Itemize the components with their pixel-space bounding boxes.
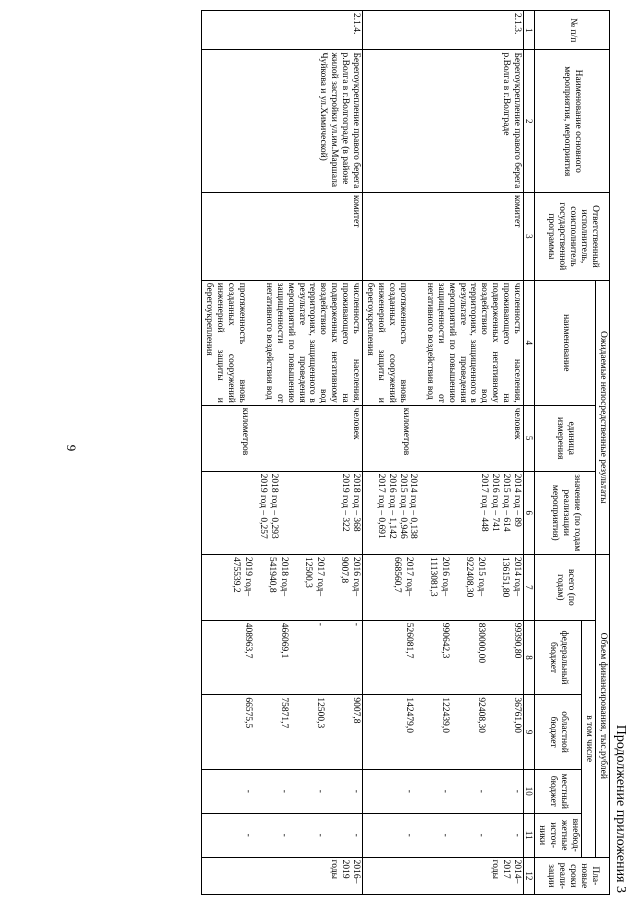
total-by-year-line: 2018 год– — [279, 556, 290, 597]
federal-budget-line — [498, 623, 510, 693]
implementation-terms: 2016–2019 годы — [202, 857, 363, 894]
rotated-page — [95, 10, 630, 895]
offbudget-sources — [202, 813, 363, 857]
implementation-terms: 2014–2017 годы — [363, 857, 524, 894]
regional-budget-line — [414, 697, 426, 767]
table-body — [202, 11, 524, 895]
total-by-year-line: 2014 год– — [512, 556, 523, 597]
local-budget-line: - — [279, 789, 290, 793]
local-budget-line: - — [512, 789, 523, 793]
measures-table — [201, 10, 610, 895]
local-budget-line — [265, 772, 277, 811]
local-budget-line — [426, 772, 438, 811]
offbudget-sources-line — [486, 816, 498, 855]
result-value: 2015 год – 0,946 — [397, 473, 408, 539]
header-results: Ожидаемые непосредственные результаты — [596, 280, 610, 554]
total-by-year-line: 12500,3 — [303, 556, 314, 588]
offbudget-sources-line: - — [279, 833, 290, 837]
regional-budget-line: 75871,7 — [279, 697, 290, 729]
offbudget-sources — [363, 813, 524, 857]
offbudget-sources-line — [253, 816, 265, 855]
offbudget-sources-line — [498, 816, 510, 855]
offbudget-sources-line — [265, 816, 277, 855]
regional-budget-line: 36761,00 — [512, 697, 523, 733]
offbudget-sources-line — [301, 816, 313, 855]
total-by-year-line: 2017 год– — [315, 556, 326, 597]
table-row — [202, 11, 363, 895]
page-number: 9 — [64, 444, 79, 452]
regional-budget-line: 9007,8 — [351, 697, 362, 724]
offbudget-sources-line: - — [315, 833, 326, 837]
offbudget-sources-line: - — [243, 833, 254, 837]
result-value: 2018 год – 0,293 — [269, 473, 280, 539]
regional-budget-line: 92408,30 — [476, 697, 487, 733]
regional-budget-line — [337, 697, 349, 767]
col-number: 1 — [524, 11, 535, 50]
result-name: численность населения, проживающего на подверженных негативному воздействию вод территориях, защищенного в результате проведения мероприятий по повышению защищенности от негативного воздействия вод — [263, 282, 362, 403]
local-budget-line: - — [404, 789, 415, 793]
result-value: 2017 год – 0,691 — [375, 473, 386, 539]
regional-budget — [363, 695, 524, 770]
result-names — [363, 280, 524, 405]
result-value: 2014 год – 89 — [512, 473, 523, 527]
offbudget-sources-line: - — [404, 833, 415, 837]
local-budget — [363, 769, 524, 813]
total-by-year-line: 2016 год– — [351, 556, 362, 597]
result-name: численность населения, проживающего на подверженных негативному воздействию вод территориях, защищенного в результате проведения мероприятий по повышению защищенности от негативного воздействия вод — [424, 282, 523, 403]
result-value-group — [478, 474, 522, 552]
offbudget-sources-line: - — [512, 833, 523, 837]
local-budget — [202, 769, 363, 813]
total-by-year — [202, 554, 363, 620]
table-row — [363, 11, 524, 895]
regional-budget-line: 66575,5 — [243, 697, 254, 729]
federal-budget-line: 990642,3 — [440, 622, 451, 659]
header-result-value: значение (по годам реализации мероприятия) — [535, 471, 596, 554]
total-by-year-line — [325, 557, 337, 618]
header-regional: областной бюджет — [535, 695, 582, 770]
result-names — [202, 280, 363, 405]
header-offbudget: внебюд-жетные источ-ники — [535, 813, 582, 857]
result-value: 2019 год – 0,257 — [258, 473, 269, 539]
result-value: 2019 год – 322 — [340, 473, 351, 532]
federal-budget — [363, 620, 524, 695]
local-budget-line: - — [351, 789, 362, 793]
regional-budget-line — [426, 697, 438, 767]
offbudget-sources-line: - — [351, 833, 362, 837]
result-units — [363, 405, 524, 471]
local-budget-line — [325, 772, 337, 811]
col-number: 5 — [524, 405, 535, 471]
regional-budget-line — [265, 697, 277, 767]
federal-budget-line: 526081,7 — [404, 622, 415, 659]
federal-budget-line — [289, 623, 301, 693]
regional-budget-line — [289, 697, 301, 767]
federal-budget-line: 466069,1 — [279, 622, 290, 659]
regional-budget-line — [325, 697, 337, 767]
total-by-year — [363, 554, 524, 620]
local-budget-line: - — [315, 789, 326, 793]
total-by-year-line: 475539,2 — [231, 556, 242, 593]
executor: комитет — [202, 193, 363, 281]
regional-budget-line — [498, 697, 510, 767]
header-total: всего (по годам) — [535, 554, 596, 620]
result-values — [202, 471, 363, 554]
federal-budget-line: - — [351, 622, 362, 626]
col-number: 3 — [524, 193, 535, 281]
local-budget-line — [301, 772, 313, 811]
header-financing: Объем финансирования, тыс.рублей — [596, 554, 610, 857]
total-by-year-line: 2017 год– — [404, 556, 415, 597]
federal-budget-line — [325, 623, 337, 693]
local-budget-line — [337, 772, 349, 811]
result-unit: километров — [401, 407, 412, 456]
col-number: 7 — [524, 554, 535, 620]
federal-budget-line: 99390,80 — [512, 622, 523, 659]
offbudget-sources-line — [426, 816, 438, 855]
result-unit: человек — [351, 407, 362, 440]
header-federal: федеральный бюджет — [535, 620, 582, 695]
col-number: 11 — [524, 813, 535, 857]
total-by-year-line — [414, 557, 426, 618]
federal-budget-line — [265, 623, 277, 693]
federal-budget-line — [253, 623, 265, 693]
result-units — [202, 405, 363, 471]
column-number-row — [524, 11, 535, 895]
col-number: 9 — [524, 695, 535, 770]
col-number: 12 — [524, 857, 535, 894]
local-budget-line — [289, 772, 301, 811]
regional-budget-line: 122439,0 — [440, 697, 451, 733]
header-result-name: наименование — [535, 280, 596, 405]
col-number: 2 — [524, 50, 535, 193]
executor: комитет — [363, 193, 524, 281]
measure-name: Берегоукрепление правого берега р.Волга в г.Волграде — [363, 50, 524, 193]
col-number: 8 — [524, 620, 535, 695]
col-number: 4 — [524, 280, 535, 405]
regional-budget-line — [486, 697, 498, 767]
local-budget-line — [498, 772, 510, 811]
result-value: 2016 год – 1,142 — [386, 473, 397, 539]
regional-budget — [202, 695, 363, 770]
federal-budget — [202, 620, 363, 695]
federal-budget-line — [426, 623, 438, 693]
col-number: 6 — [524, 471, 535, 554]
row-number: 2.1.3. — [363, 11, 524, 50]
result-value: 2015 год – 614 — [501, 473, 512, 532]
result-values — [363, 471, 524, 554]
federal-budget-line — [337, 623, 349, 693]
result-value-group — [257, 474, 279, 552]
appendix-title: Продолжение приложения 3 — [613, 724, 628, 893]
result-value: 2018 год – 368 — [351, 473, 362, 532]
local-budget-line — [486, 772, 498, 811]
result-value-group — [375, 474, 419, 552]
regional-budget-line — [253, 697, 265, 767]
regional-budget-line: 12500,3 — [315, 697, 326, 729]
header-executor: Ответственный исполнитель, соисполнитель государственной программы — [535, 193, 610, 281]
federal-budget-line — [414, 623, 426, 693]
header-terms: Пла-новые сроки реали-зации — [535, 857, 610, 894]
local-budget-line — [462, 772, 474, 811]
result-unit: человек — [512, 407, 523, 440]
result-name: протяженность вновь созданных сооружений инженерной защиты и берегоукрепления — [204, 282, 247, 403]
result-value: 2014 год – 0,138 — [408, 473, 419, 539]
offbudget-sources-line: - — [440, 833, 451, 837]
regional-budget-line — [450, 697, 462, 767]
local-budget-line — [414, 772, 426, 811]
result-unit: километров — [240, 407, 251, 456]
offbudget-sources-line — [289, 816, 301, 855]
federal-budget-line: 830000,00 — [476, 622, 487, 664]
row-number: 2.1.4. — [202, 11, 363, 50]
result-name: протяженность вновь созданных сооружений инженерной защиты и берегоукрепления — [365, 282, 408, 403]
federal-budget-line — [301, 623, 313, 693]
offbudget-sources-line — [337, 816, 349, 855]
total-by-year-line: 922408,30 — [464, 556, 475, 598]
total-by-year-line — [486, 557, 498, 618]
local-budget-line — [253, 772, 265, 811]
total-by-year-line: 668560,7 — [392, 556, 403, 593]
header-result-unit: единица измерения — [535, 405, 596, 471]
measure-name: Берегоукрепление правого берега р.Волга в г.Волгограде (в районе жилой застройки ул.им.Маршала Чуйкова и ул.Химической) — [202, 50, 363, 193]
offbudget-sources-line — [414, 816, 426, 855]
offbudget-sources-line: - — [476, 833, 487, 837]
federal-budget-line: 408963,7 — [243, 622, 254, 659]
total-by-year-line: 1113081,3 — [428, 556, 439, 597]
total-by-year-line: 136151,80 — [500, 556, 511, 598]
federal-budget-line — [462, 623, 474, 693]
total-by-year-line: 541940,8 — [267, 556, 278, 593]
regional-budget-line — [462, 697, 474, 767]
offbudget-sources-line — [450, 816, 462, 855]
federal-budget-line — [450, 623, 462, 693]
header-local: местный бюджет — [535, 769, 582, 813]
federal-budget-line — [486, 623, 498, 693]
federal-budget-line: - — [315, 622, 326, 626]
regional-budget-line — [301, 697, 313, 767]
total-by-year-line: 9007,8 — [339, 556, 350, 584]
result-value: 2016 год – 741 — [490, 473, 501, 532]
col-number: 10 — [524, 769, 535, 813]
local-budget-line: - — [243, 789, 254, 793]
offbudget-sources-line — [462, 816, 474, 855]
header-num: № п/п — [535, 11, 610, 50]
local-budget-line — [450, 772, 462, 811]
total-by-year-line: 2019 год– — [243, 556, 254, 597]
total-by-year-line: 2015 год– — [476, 556, 487, 597]
total-by-year-line — [289, 557, 301, 618]
offbudget-sources-line — [325, 816, 337, 855]
header-including: в том числе — [582, 620, 596, 857]
local-budget-line: - — [476, 789, 487, 793]
total-by-year-line — [253, 557, 265, 618]
total-by-year-line — [450, 557, 462, 618]
total-by-year-line: 2016 год– — [440, 556, 451, 597]
local-budget-line: - — [440, 789, 451, 793]
result-value-group — [339, 474, 361, 552]
header-name: Наименование основного мероприятия, мероприятия — [535, 50, 610, 193]
regional-budget-line: 142479,0 — [404, 697, 415, 733]
result-value: 2017 год – 448 — [479, 473, 490, 532]
